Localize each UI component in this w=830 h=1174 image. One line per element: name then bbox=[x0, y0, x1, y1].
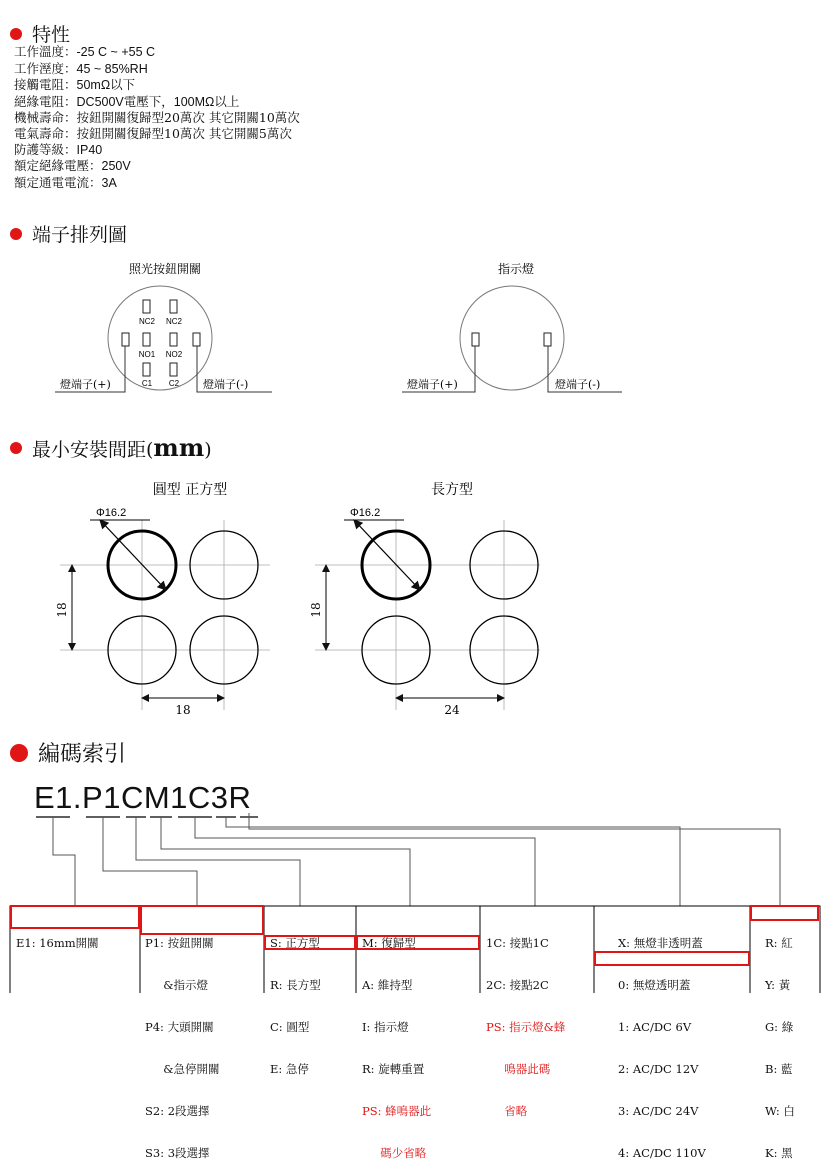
code-option: 1C: 接點1C bbox=[486, 936, 549, 950]
bullet-icon bbox=[10, 442, 22, 454]
spec-label: 工作溫度： bbox=[14, 44, 77, 59]
diameter-label: Φ16.2 bbox=[350, 507, 381, 519]
terminals-heading bbox=[10, 220, 127, 247]
code-col-type bbox=[145, 908, 220, 1174]
spec-value: DC500V電壓下，100MΩ以上 bbox=[76, 94, 240, 109]
terminals-title: 端子排列圖 bbox=[32, 224, 128, 246]
features-heading bbox=[10, 20, 70, 47]
spec-value: 50mΩ以下 bbox=[76, 78, 136, 93]
pin-indicator-minus bbox=[544, 333, 551, 346]
code-example: E1.P1CM1C3R bbox=[34, 780, 252, 815]
code-col-action bbox=[362, 908, 431, 1174]
code-option: E1: 16mm開關 bbox=[16, 936, 99, 950]
pin-lamp-minus bbox=[193, 333, 200, 346]
switch-outline bbox=[108, 286, 212, 390]
indicator-title: 指示燈 bbox=[497, 262, 535, 276]
rectangle-title: 長方型 bbox=[431, 482, 473, 498]
spec-label: 防護等級： bbox=[14, 141, 77, 157]
spec-value: -25 C ~ +55 C bbox=[76, 45, 156, 59]
spec-row bbox=[14, 94, 300, 111]
pin-no1 bbox=[143, 333, 150, 346]
spec-row bbox=[14, 44, 300, 61]
spec-value: IP40 bbox=[76, 142, 103, 157]
code-option: S3: 3段選擇 bbox=[145, 1146, 210, 1160]
code-option: W: 白 bbox=[765, 1104, 795, 1118]
spec-value: 250V bbox=[101, 159, 131, 174]
code-option: Y: 黃 bbox=[765, 978, 791, 992]
spec-label: 接觸電阻： bbox=[14, 77, 77, 93]
code-col-voltage bbox=[618, 908, 706, 1174]
spacing-title-close: ) bbox=[204, 439, 212, 461]
spacing-diagram bbox=[0, 470, 830, 720]
code-option: 2: AC/DC 12V bbox=[618, 1062, 699, 1076]
spec-label: 額定通電電流： bbox=[14, 174, 102, 190]
code-option: 2C: 接點2C bbox=[486, 978, 549, 992]
pin-label: C2 bbox=[168, 379, 180, 388]
code-option: 省略 bbox=[486, 1104, 528, 1118]
code-option: &指示燈 bbox=[145, 978, 209, 992]
terminal-diagram bbox=[0, 255, 830, 455]
code-option: S2: 2段選擇 bbox=[145, 1104, 210, 1118]
pin-c1 bbox=[143, 363, 150, 376]
spec-row bbox=[14, 126, 300, 142]
pin-lamp-plus bbox=[122, 333, 129, 346]
pin-c2 bbox=[170, 363, 177, 376]
code-option: PS: 指示燈&蜂 bbox=[486, 1020, 566, 1034]
right-group bbox=[309, 507, 540, 717]
code-option: 1: AC/DC 6V bbox=[618, 1020, 692, 1034]
lamp-plus-label: 燈端子(+) bbox=[60, 378, 111, 391]
code-col-series bbox=[16, 908, 99, 964]
spec-row bbox=[14, 158, 300, 175]
code-option: PS: 蜂鳴器此 bbox=[362, 1104, 432, 1118]
code-col-contacts bbox=[486, 908, 565, 1132]
bullet-icon bbox=[10, 28, 22, 40]
features-title: 特性 bbox=[32, 24, 71, 46]
code-option: G: 綠 bbox=[765, 1020, 794, 1034]
indicator-plus-label: 燈端子(+) bbox=[407, 378, 458, 391]
spec-label: 機械壽命： bbox=[14, 110, 77, 126]
pin-label: C1 bbox=[141, 379, 153, 388]
spec-row bbox=[14, 77, 300, 94]
spacing-unit: mm bbox=[153, 433, 205, 462]
code-option: R: 長方型 bbox=[270, 978, 321, 992]
code-option: E: 急停 bbox=[270, 1062, 309, 1076]
spec-row bbox=[14, 110, 300, 126]
code-option: M: 復歸型 bbox=[362, 936, 416, 950]
code-option: 0: 無燈透明蓋 bbox=[618, 978, 691, 992]
illuminated-switch-title: 照光按鈕開關 bbox=[128, 262, 202, 276]
coding-title: 編碼索引 bbox=[38, 742, 127, 767]
code-col-shape bbox=[270, 908, 321, 1090]
vertical-dimension: 18 bbox=[55, 602, 69, 618]
spec-row bbox=[14, 142, 300, 159]
code-option: K: 黑 bbox=[765, 1146, 793, 1160]
code-option: 鳴器此碼 bbox=[486, 1062, 551, 1076]
spec-value: 3A bbox=[101, 175, 117, 190]
code-option: R: 紅 bbox=[765, 936, 793, 950]
pin-nc2b bbox=[170, 300, 177, 313]
spec-list bbox=[14, 44, 300, 191]
spec-label: 絕緣電阻： bbox=[14, 93, 77, 109]
horizontal-dimension: 18 bbox=[175, 703, 191, 717]
horizontal-dimension: 24 bbox=[444, 703, 460, 717]
spec-row bbox=[14, 175, 300, 192]
left-group bbox=[55, 507, 270, 717]
code-option: B: 藍 bbox=[765, 1062, 793, 1076]
spec-value: 按鈕開關復歸型10萬次 其它開關5萬次 bbox=[76, 125, 292, 141]
indicator-minus-label: 燈端子(-) bbox=[555, 378, 601, 391]
code-option: 3: AC/DC 24V bbox=[618, 1104, 699, 1118]
spec-label: 工作溼度： bbox=[14, 60, 77, 76]
pin-indicator-plus bbox=[472, 333, 479, 346]
pin-no2 bbox=[170, 333, 177, 346]
bullet-icon bbox=[10, 744, 28, 762]
code-option: X: 無燈非透明蓋 bbox=[618, 936, 703, 950]
vertical-dimension: 18 bbox=[309, 602, 323, 618]
pin-label: NO2 bbox=[165, 350, 183, 359]
spec-label: 額定絕緣電壓： bbox=[14, 158, 102, 174]
spacing-title-text: 最小安裝間距( bbox=[32, 439, 154, 461]
pin-label: NO1 bbox=[138, 350, 156, 359]
spec-value: 45 ~ 85%RH bbox=[76, 61, 148, 76]
code-option: A: 維持型 bbox=[362, 978, 413, 992]
coding-heading bbox=[10, 737, 126, 768]
code-option: I: 指示燈 bbox=[362, 1020, 409, 1034]
code-option: 碼少省略 bbox=[362, 1146, 427, 1160]
spec-row bbox=[14, 61, 300, 78]
lamp-minus-label: 燈端子(-) bbox=[203, 378, 249, 391]
pin-label: NC2 bbox=[165, 317, 183, 326]
code-option: P4: 大頭開關 bbox=[145, 1020, 214, 1034]
code-option: &急停開關 bbox=[145, 1062, 220, 1076]
code-option: 4: AC/DC 110V bbox=[618, 1146, 706, 1160]
code-option: R: 旋轉重置 bbox=[362, 1062, 425, 1076]
spacing-title bbox=[32, 433, 212, 462]
spec-value: 按鈕開關復歸型20萬次 其它開關10萬次 bbox=[76, 110, 300, 126]
code-option: S: 正方型 bbox=[270, 936, 320, 950]
bullet-icon bbox=[10, 228, 22, 240]
round-square-title: 圓型 正方型 bbox=[152, 482, 228, 498]
code-col-color bbox=[765, 908, 795, 1174]
spec-label: 電氣壽命： bbox=[14, 125, 77, 141]
code-option: P1: 按鈕開關 bbox=[145, 936, 214, 950]
pin-nc2a bbox=[143, 300, 150, 313]
spacing-heading bbox=[10, 433, 212, 462]
code-option: C: 圓型 bbox=[270, 1020, 310, 1034]
diameter-label: Φ16.2 bbox=[96, 507, 127, 519]
pin-label: NC2 bbox=[138, 317, 156, 326]
